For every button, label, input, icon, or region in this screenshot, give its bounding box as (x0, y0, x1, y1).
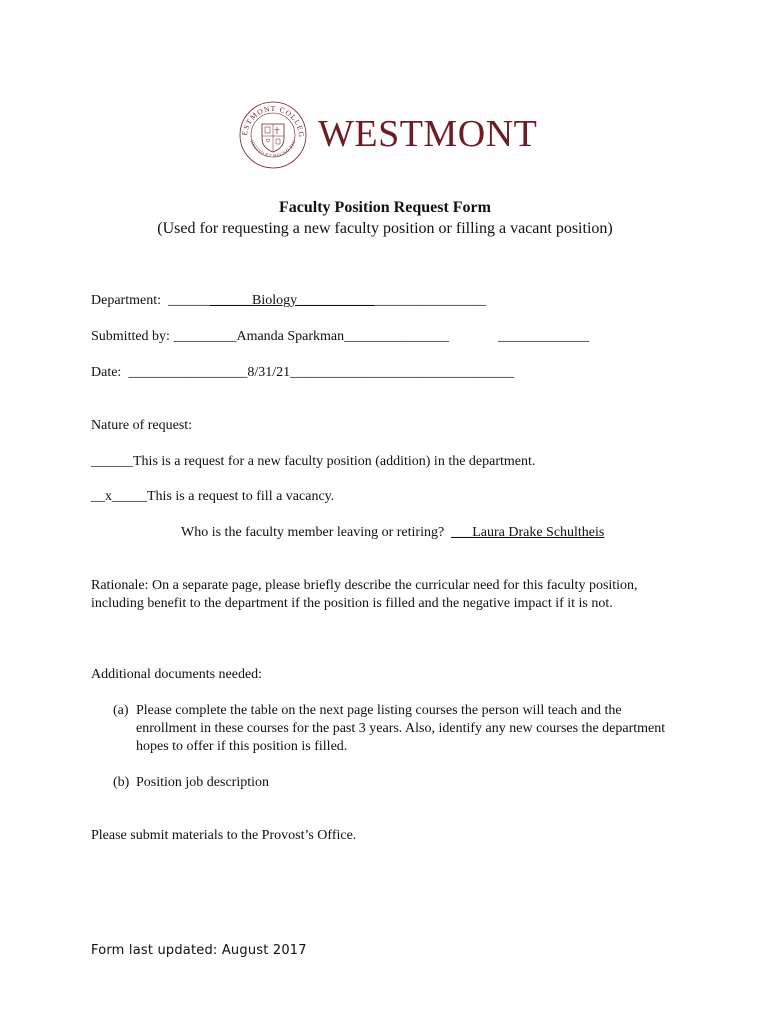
option-vacancy-text: This is a request to fill a vacancy. (147, 489, 335, 504)
list-item-b: Position job description (136, 775, 269, 790)
date-label: Date: (91, 365, 122, 380)
department-value[interactable]: ______Biology___________ (209, 293, 375, 308)
submitted-by-label: Submitted by: (91, 329, 170, 344)
submitted-by-value[interactable]: Amanda Sparkman (236, 329, 345, 344)
option-new-mark[interactable]: ______ (91, 454, 133, 469)
option-fill-vacancy (91, 488, 334, 506)
submitted-by-blank-post: _______________ (344, 329, 450, 344)
svg-text:CHRISTO ET REGNO EIUS: HRISTO ET REGNO EIU (249, 139, 297, 159)
leaving-row (181, 524, 604, 542)
option-new-position (91, 453, 535, 471)
option-vacancy-mark-post: __ (133, 489, 147, 504)
list-marker-a: (a) (113, 703, 129, 718)
option-new-text: This is a request for a new faculty position (addition) in the department. (133, 454, 536, 469)
wordmark: WESTMONT (318, 113, 538, 155)
option-vacancy-mark-mid: ___ (112, 489, 133, 504)
leaving-value[interactable]: ___Laura Drake Schultheis (451, 525, 605, 540)
leaving-question: Who is the faculty member leaving or retiring? (181, 525, 445, 540)
date-blank-post: ________________________________ (290, 365, 515, 380)
list-marker-b: (b) (113, 775, 130, 790)
submitted-by-row (91, 328, 449, 346)
nature-label: Nature of request: (91, 418, 193, 433)
department-row (91, 292, 486, 310)
option-vacancy-mark-pre[interactable]: __x (91, 489, 112, 504)
date-row (91, 364, 514, 382)
page-title: Faculty Position Request Form (279, 199, 491, 216)
department-blank-pre: ______ (167, 293, 210, 308)
rationale-text: Rationale: On a separate page, please briefly describe the curricular need for this faculty position, including benefit to the department if the position is filled and the negative impact if it is not. (91, 578, 638, 611)
college-seal-icon (238, 100, 308, 170)
svg-text:WESTMONT COLLEGE: ESTMONT COLLEG (239, 103, 307, 139)
footer-note: Form last updated: August 2017 (91, 943, 307, 958)
date-blank-pre: _________________ (128, 365, 248, 380)
submitted-by-blank-pre: _________ (173, 329, 237, 344)
date-value[interactable]: 8/31/21 (247, 365, 291, 380)
department-blank-post: ________________ (374, 293, 487, 308)
list-item-a: Please complete the table on the next page listing courses the person will teach and the enrollment in these courses for the past 3 years. Also, identify any new courses the department hopes to offer if this position is filled. (136, 703, 666, 754)
department-label: Department: (91, 293, 161, 308)
submitted-by-blank-extra: _____________ (498, 329, 589, 344)
page-subtitle: (Used for requesting a new faculty position or filling a vacant position) (157, 220, 613, 237)
additional-label: Additional documents needed: (91, 667, 263, 682)
submit-note: Please submit materials to the Provost’s Office. (91, 828, 357, 843)
